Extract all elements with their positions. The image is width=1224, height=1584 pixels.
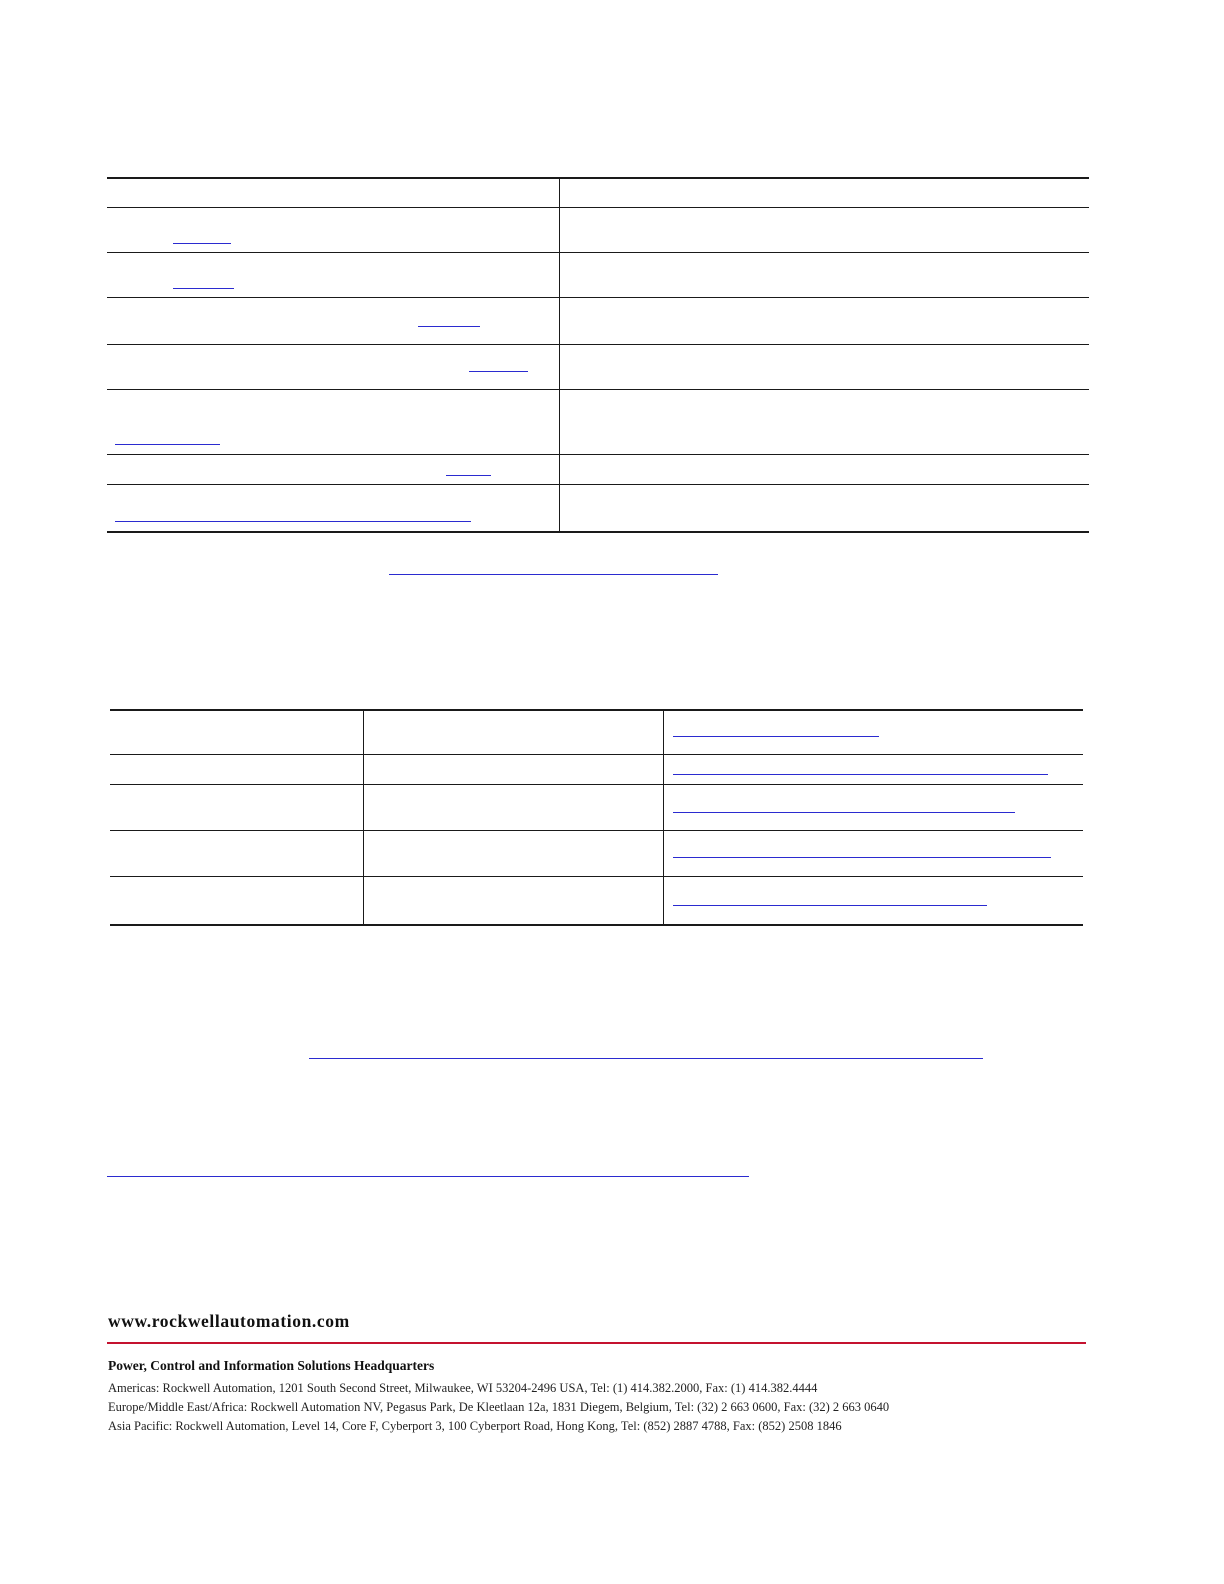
table-row-divider bbox=[110, 784, 1083, 785]
publication-link[interactable] bbox=[418, 326, 480, 327]
table-top-rule bbox=[107, 177, 1089, 179]
publication-link[interactable] bbox=[115, 521, 471, 522]
table-header-rule bbox=[107, 207, 1089, 208]
address-emea: Europe/Middle East/Africa: Rockwell Automation NV, Pegasus Park, De Kleetlaan 12a, 1831 Diegem, Belgium, Tel: (32) 2 663 0600, Fax: (32) 2 663 0640 bbox=[108, 1400, 890, 1414]
support-link[interactable] bbox=[673, 736, 879, 737]
table-row-divider bbox=[107, 252, 1089, 253]
table-row-divider bbox=[107, 344, 1089, 345]
table-row-divider bbox=[107, 389, 1089, 390]
footer-divider bbox=[107, 1342, 1086, 1344]
headquarters-title: Power, Control and Information Solutions Headquarters bbox=[108, 1358, 435, 1373]
table-top-rule bbox=[110, 709, 1083, 711]
table-row-divider bbox=[107, 297, 1089, 298]
table-column-divider bbox=[559, 178, 560, 532]
publication-link[interactable] bbox=[115, 444, 220, 445]
address-asia-pacific: Asia Pacific: Rockwell Automation, Level 14, Core F, Cyberport 3, 100 Cyberport Road, Hong Kong, Tel: (852) 2887 4788, Fax: (852) 2508 1846 bbox=[108, 1419, 842, 1433]
table-bottom-rule bbox=[107, 531, 1089, 533]
support-link[interactable] bbox=[673, 774, 1048, 775]
feedback-link[interactable] bbox=[309, 1058, 983, 1059]
table-row-divider bbox=[110, 754, 1083, 755]
literature-link[interactable] bbox=[389, 574, 718, 575]
website-url[interactable]: www.rockwellautomation.com bbox=[108, 1311, 350, 1331]
support-link[interactable] bbox=[673, 905, 987, 906]
address-americas: Americas: Rockwell Automation, 1201 South Second Street, Milwaukee, WI 53204-2496 USA, Tel: (1) 414.382.2000, Fax: (1) 414.382.4444 bbox=[108, 1381, 818, 1395]
environmental-link[interactable] bbox=[107, 1176, 749, 1177]
table-column-divider bbox=[363, 710, 364, 925]
table-row-divider bbox=[107, 484, 1089, 485]
publication-link[interactable] bbox=[173, 288, 234, 289]
publication-link[interactable] bbox=[173, 243, 231, 244]
table-column-divider bbox=[663, 710, 664, 925]
publication-link[interactable] bbox=[446, 475, 491, 476]
table-row-divider bbox=[107, 454, 1089, 455]
table-row-divider bbox=[110, 876, 1083, 877]
table-bottom-rule bbox=[110, 924, 1083, 926]
publication-link[interactable] bbox=[469, 371, 528, 372]
table-row-divider bbox=[110, 830, 1083, 831]
support-link[interactable] bbox=[673, 857, 1051, 858]
support-link[interactable] bbox=[673, 812, 1015, 813]
